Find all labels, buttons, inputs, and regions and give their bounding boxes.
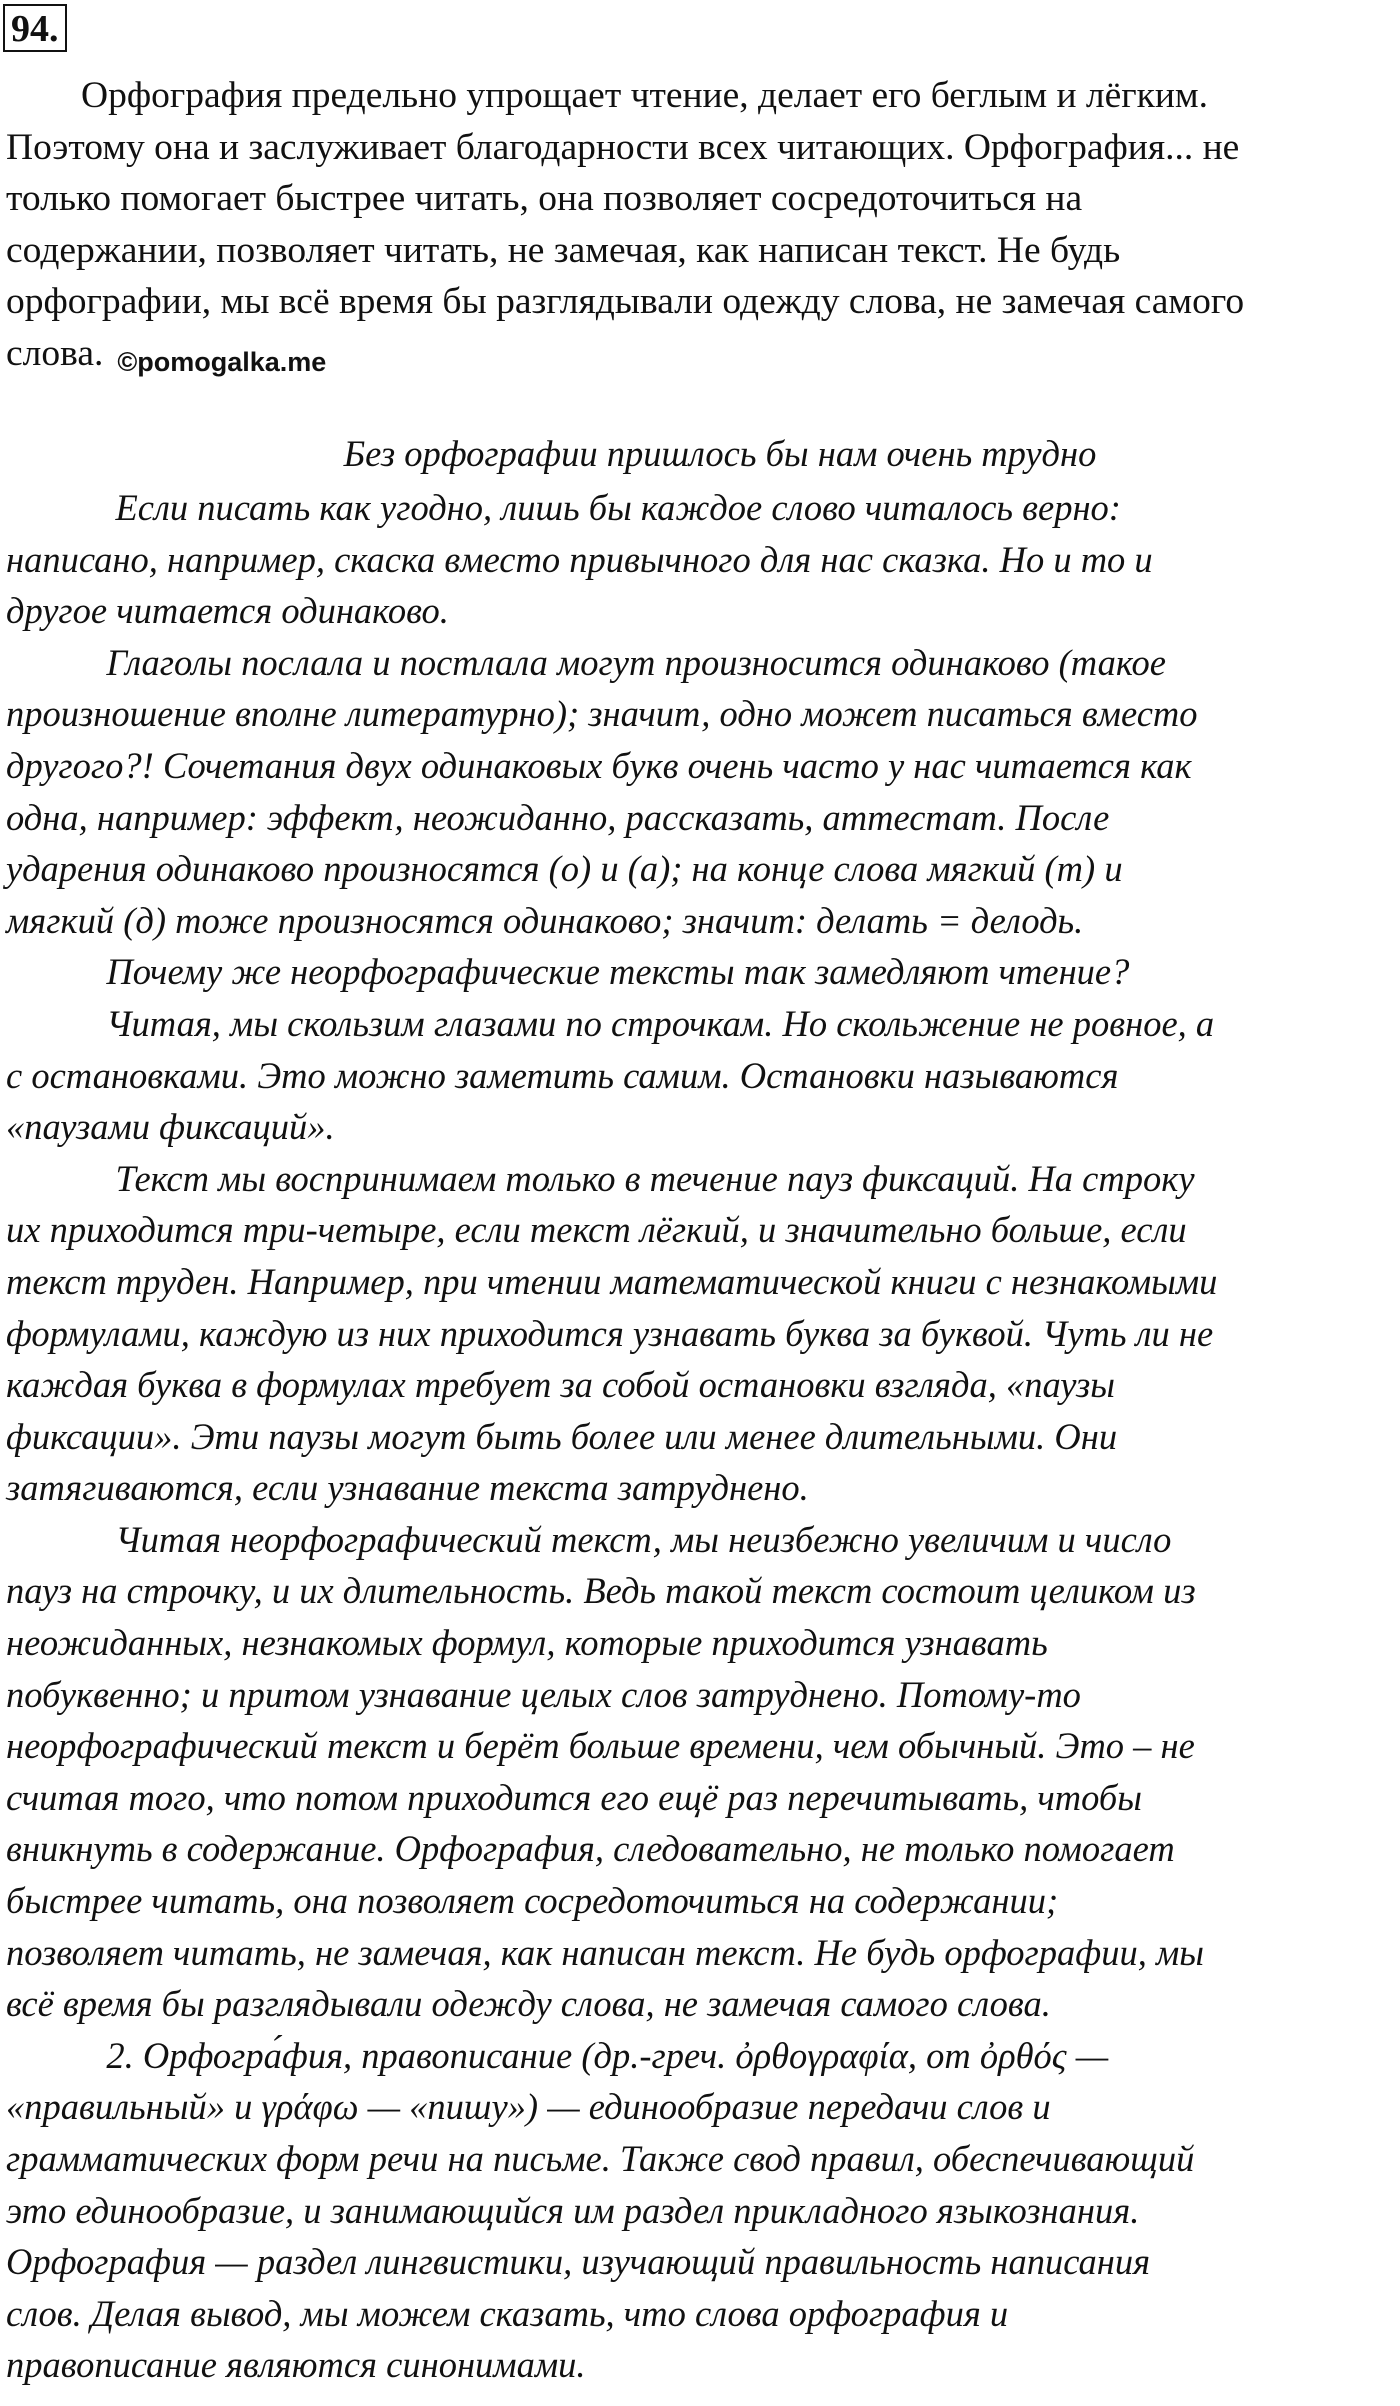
body-line: каждая буква в формулах требует за собой остановки взгляда, «паузы bbox=[6, 1364, 1115, 1406]
body-line: затягиваются, если узнавание текста затруднено. bbox=[6, 1467, 809, 1509]
body-line: их приходится три-четыре, если текст лёгкий, и значительно больше, если bbox=[6, 1209, 1187, 1251]
body-line: текст труден. Например, при чтении математической книги с незнакомыми bbox=[6, 1260, 1218, 1302]
body-line: с остановками. Это можно заметить самим. Остановки называются bbox=[6, 1054, 1119, 1096]
body-line: это единообразие, и занимающийся им раздел прикладного языкознания. bbox=[6, 2189, 1140, 2231]
essay-body bbox=[6, 482, 1396, 2391]
body-line: мягкий (д) тоже произносятся одинаково; значит: делать = делодь. bbox=[6, 899, 1084, 941]
intro-last-line-wrap bbox=[6, 328, 1394, 389]
body-line: Читая, мы скользим глазами по строчкам. Но скольжение не ровное, а bbox=[6, 1002, 1215, 1044]
body-line: одна, например: эффект, неожиданно, рассказать, аттестат. После bbox=[6, 796, 1110, 838]
intro-line: Поэтому она и заслуживает благодарности всех читающих. Орфография... не bbox=[6, 126, 1240, 168]
body-line: Почему же неорфографические тексты так замедляют чтение? bbox=[6, 951, 1130, 993]
body-line: считая того, что потом приходится его ещё раз перечитывать, чтобы bbox=[6, 1776, 1142, 1818]
body-line: произношение вполне литературно); значит, одно может писаться вместо bbox=[6, 693, 1198, 735]
body-line: «правильный» и γράφω — «пишу») — единообразие передачи слов и bbox=[6, 2086, 1051, 2128]
intro-line: орфографии, мы всё время бы разглядывали одежду слова, не замечая самого bbox=[6, 281, 1245, 322]
body-line: быстрее читать, она позволяет сосредоточиться на содержании; bbox=[6, 1880, 1059, 1922]
body-line: Глаголы послала и постлала могут произносится одинаково (такое bbox=[6, 641, 1166, 683]
body-line: грамматических форм речи на письме. Также свод правил, обеспечивающий bbox=[6, 2138, 1195, 2179]
body-line: формулами, каждую из них приходится узнавать буква за буквой. Чуть ли не bbox=[6, 1312, 1214, 1354]
body-line: неожиданных, незнакомых формул, которые приходится узнавать bbox=[6, 1622, 1048, 1664]
body-line: правописание являются синонимами. bbox=[6, 2344, 586, 2386]
body-line: позволяет читать, не замечая, как написан текст. Не будь орфографии, мы bbox=[6, 1931, 1204, 1973]
body-line: ударения одинаково произносятся (о) и (а); на конце слова мягкий (т) и bbox=[6, 848, 1123, 890]
body-line: Если писать как угодно, лишь бы каждое слово читалось верно: bbox=[6, 487, 1121, 528]
body-line: написано, например, скаска вместо привычного для нас сказка. Но и то и bbox=[6, 538, 1153, 580]
body-line: вникнуть в содержание. Орфография, следовательно, не только помогает bbox=[6, 1828, 1175, 1870]
body-line: всё время бы разглядывали одежду слова, не замечая самого слова. bbox=[6, 1983, 1051, 2025]
body-line: пауз на строчку, и их длительность. Ведь такой текст состоит целиком из bbox=[6, 1570, 1196, 1612]
body-line: Орфография — раздел лингвистики, изучающий правильность написания bbox=[6, 2241, 1151, 2283]
body-line: неорфографический текст и берёт больше времени, чем обычный. Это – не bbox=[6, 1725, 1195, 1767]
intro-line: Орфография предельно упрощает чтение, делает его беглым и лёгким. bbox=[6, 75, 1209, 116]
body-line: другое читается одинаково. bbox=[6, 590, 449, 632]
intro-line: содержании, позволяет читать, не замечая, как написан текст. Не будь bbox=[6, 229, 1121, 271]
body-line: фиксации». Эти паузы могут быть более или менее длительными. Они bbox=[6, 1415, 1118, 1457]
body-line: 2. Орфогра́фия, правописание (др.-греч. ὀρθογραφία, от ὀρθός — bbox=[6, 2034, 1109, 2076]
body-line: Читая неорфографический текст, мы неизбежно увеличим и число bbox=[6, 1518, 1172, 1560]
body-line: слов. Делая вывод, мы можем сказать, что слова орфография и bbox=[6, 2292, 1009, 2334]
intro-line: слова. bbox=[6, 332, 104, 374]
intro-line: только помогает быстрее читать, она позволяет сосредоточиться на bbox=[6, 178, 1083, 219]
essay-heading: Без орфографии пришлось бы нам очень трудно bbox=[343, 433, 1097, 474]
watermark-text: ©pomogalka.me bbox=[117, 346, 327, 377]
task-number: 94. bbox=[3, 4, 67, 52]
body-line: «паузами фиксаций». bbox=[6, 1106, 335, 1148]
body-line: другого?! Сочетания двух одинаковых букв очень часто у нас читается как bbox=[6, 744, 1192, 786]
body-line: побуквенно; и притом узнавание целых слов затруднено. Потому-то bbox=[6, 1673, 1081, 1715]
body-line: Текст мы воспринимаем только в течение пауз фиксаций. На строку bbox=[6, 1157, 1195, 1199]
intro-paragraph bbox=[6, 70, 1394, 388]
